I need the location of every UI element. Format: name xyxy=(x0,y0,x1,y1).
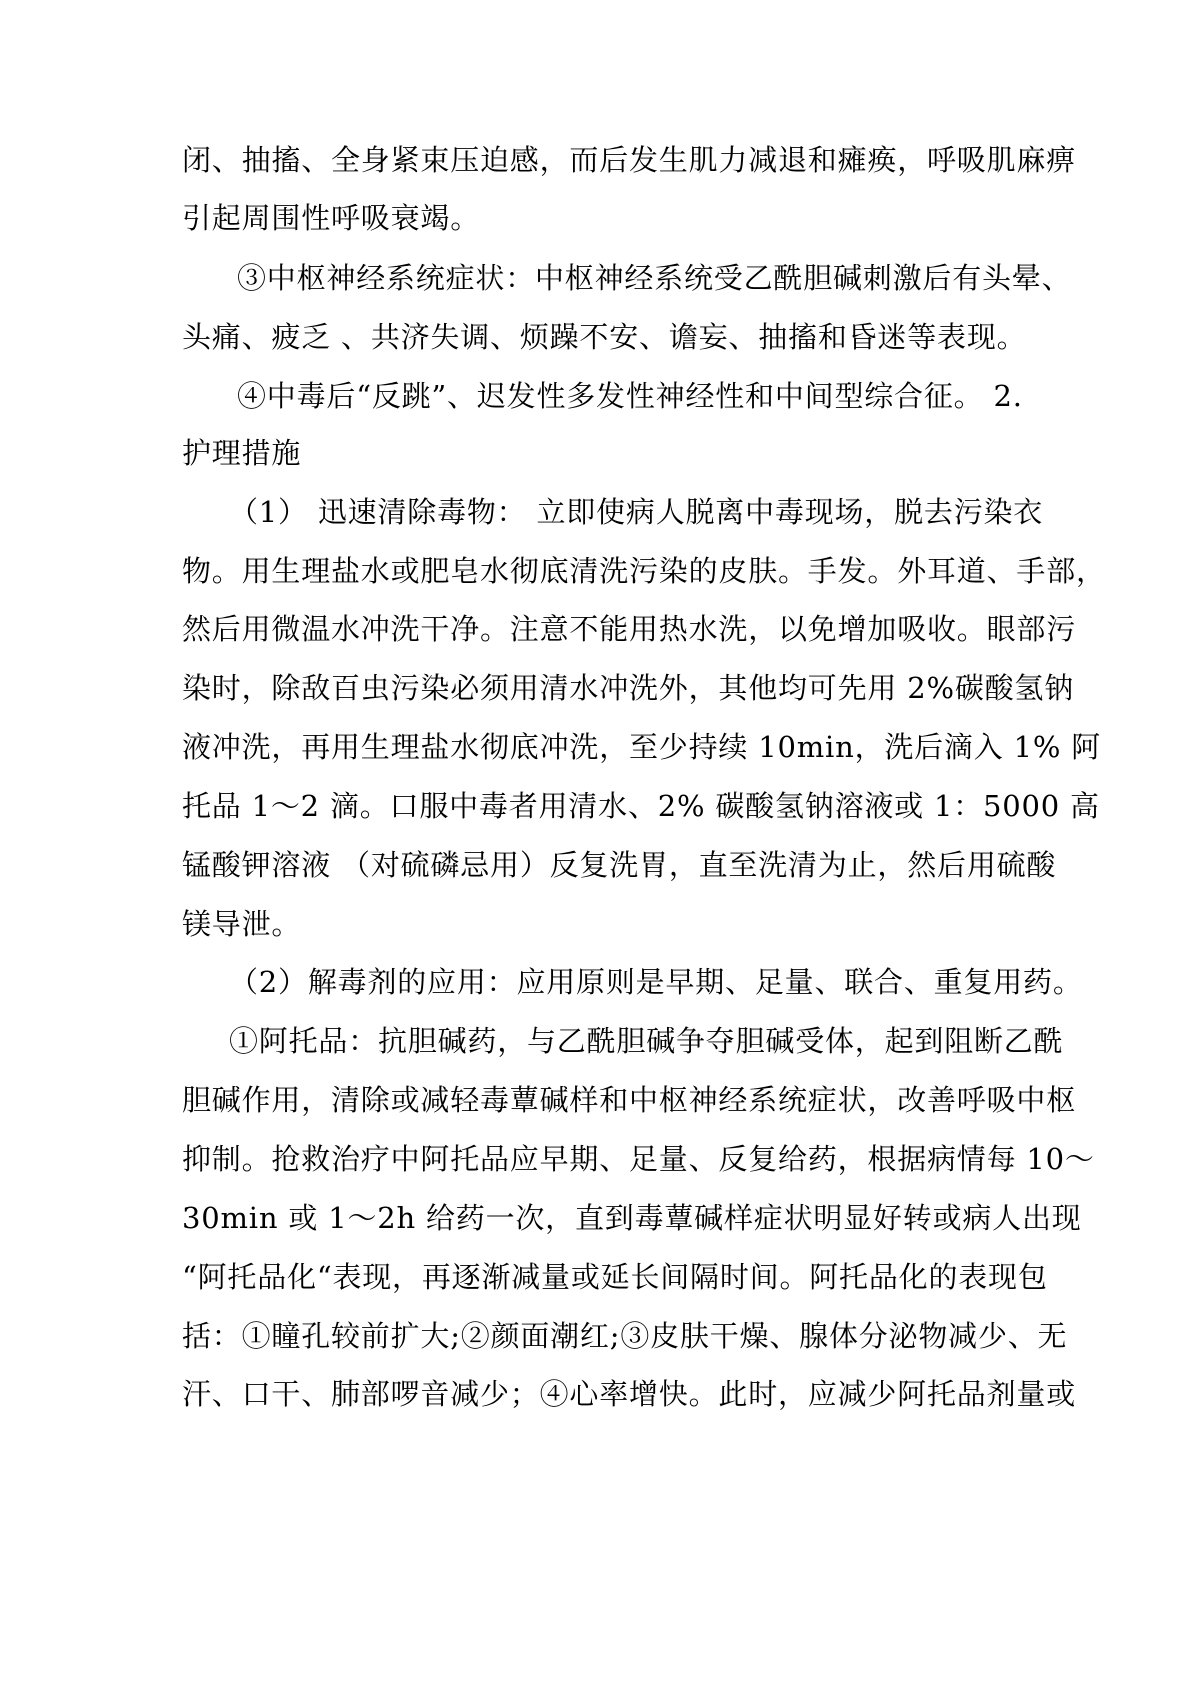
text-line: 汗、口干、肺部啰音减少；④心率增快。此时，应减少阿托品剂量或 xyxy=(182,1377,1077,1411)
text-line: 引起周围性呼吸衰竭。 xyxy=(182,201,481,235)
text-line: 胆碱作用，清除或减轻毒蕈碱样和中枢神经系统症状，改善呼吸中枢 xyxy=(182,1083,1077,1117)
text-line: ③中枢神经系统症状：中枢神经系统受乙酰胆碱刺激后有头晕、 xyxy=(237,261,1072,295)
text-line: 闭、抽搐、全身紧束压迫感，而后发生肌力减退和瘫痪，呼吸肌麻痹 xyxy=(182,143,1077,177)
text-line: 液冲洗，再用生理盐水彻底冲洗，至少持续 10min，洗后滴入 1% 阿 xyxy=(182,730,1102,764)
text-line: “阿托品化“表现，再逐渐减量或延长间隔时间。阿托品化的表现包 xyxy=(182,1260,1048,1294)
text-line: 护理措施 xyxy=(182,436,302,470)
text-line: 括：①瞳孔较前扩大;②颜面潮红;③皮肤干燥、腺体分泌物减少、无 xyxy=(182,1319,1068,1353)
text-line: 锰酸钾溶液 （对硫磷忌用）反复洗胃，直至洗清为止，然后用硫酸 xyxy=(182,848,1057,882)
text-line: 然后用微温水冲洗干净。注意不能用热水洗，以免增加吸收。眼部污 xyxy=(182,612,1077,646)
text-line: 头痛、疲乏 、共济失调、烦躁不安、谵妄、抽搐和昏迷等表现。 xyxy=(182,320,1027,354)
text-line: 物。用生理盐水或肥皂水彻底清洗污染的皮肤。手发。外耳道、手部， xyxy=(182,554,1106,588)
text-line: 镁导泄。 xyxy=(182,907,302,941)
text-line: ④中毒后“反跳”、迟发性多发性神经性和中间型综合征。 2. xyxy=(237,379,1023,413)
text-line: 30min 或 1～2h 给药一次，直到毒蕈碱样症状明显好转或病人出现 xyxy=(182,1201,1082,1235)
text-line: ①阿托品：抗胆碱药，与乙酰胆碱争夺胆碱受体，起到阻断乙酰 xyxy=(229,1024,1064,1058)
text-line: 染时，除敌百虫污染必须用清水冲洗外，其他均可先用 2%碳酸氢钠 xyxy=(182,671,1075,705)
text-line: （2）解毒剂的应用：应用原则是早期、足量、联合、重复用药。 xyxy=(229,965,1083,999)
text-line: 托品 1～2 滴。口服中毒者用清水、2% 碳酸氢钠溶液或 1：5000 高 xyxy=(182,789,1100,823)
text-line: 抑制。抢救治疗中阿托品应早期、足量、反复给药，根据病情每 10～ xyxy=(182,1142,1095,1176)
text-line: （1） 迅速清除毒物： 立即使病人脱离中毒现场，脱去污染衣 xyxy=(229,495,1044,529)
